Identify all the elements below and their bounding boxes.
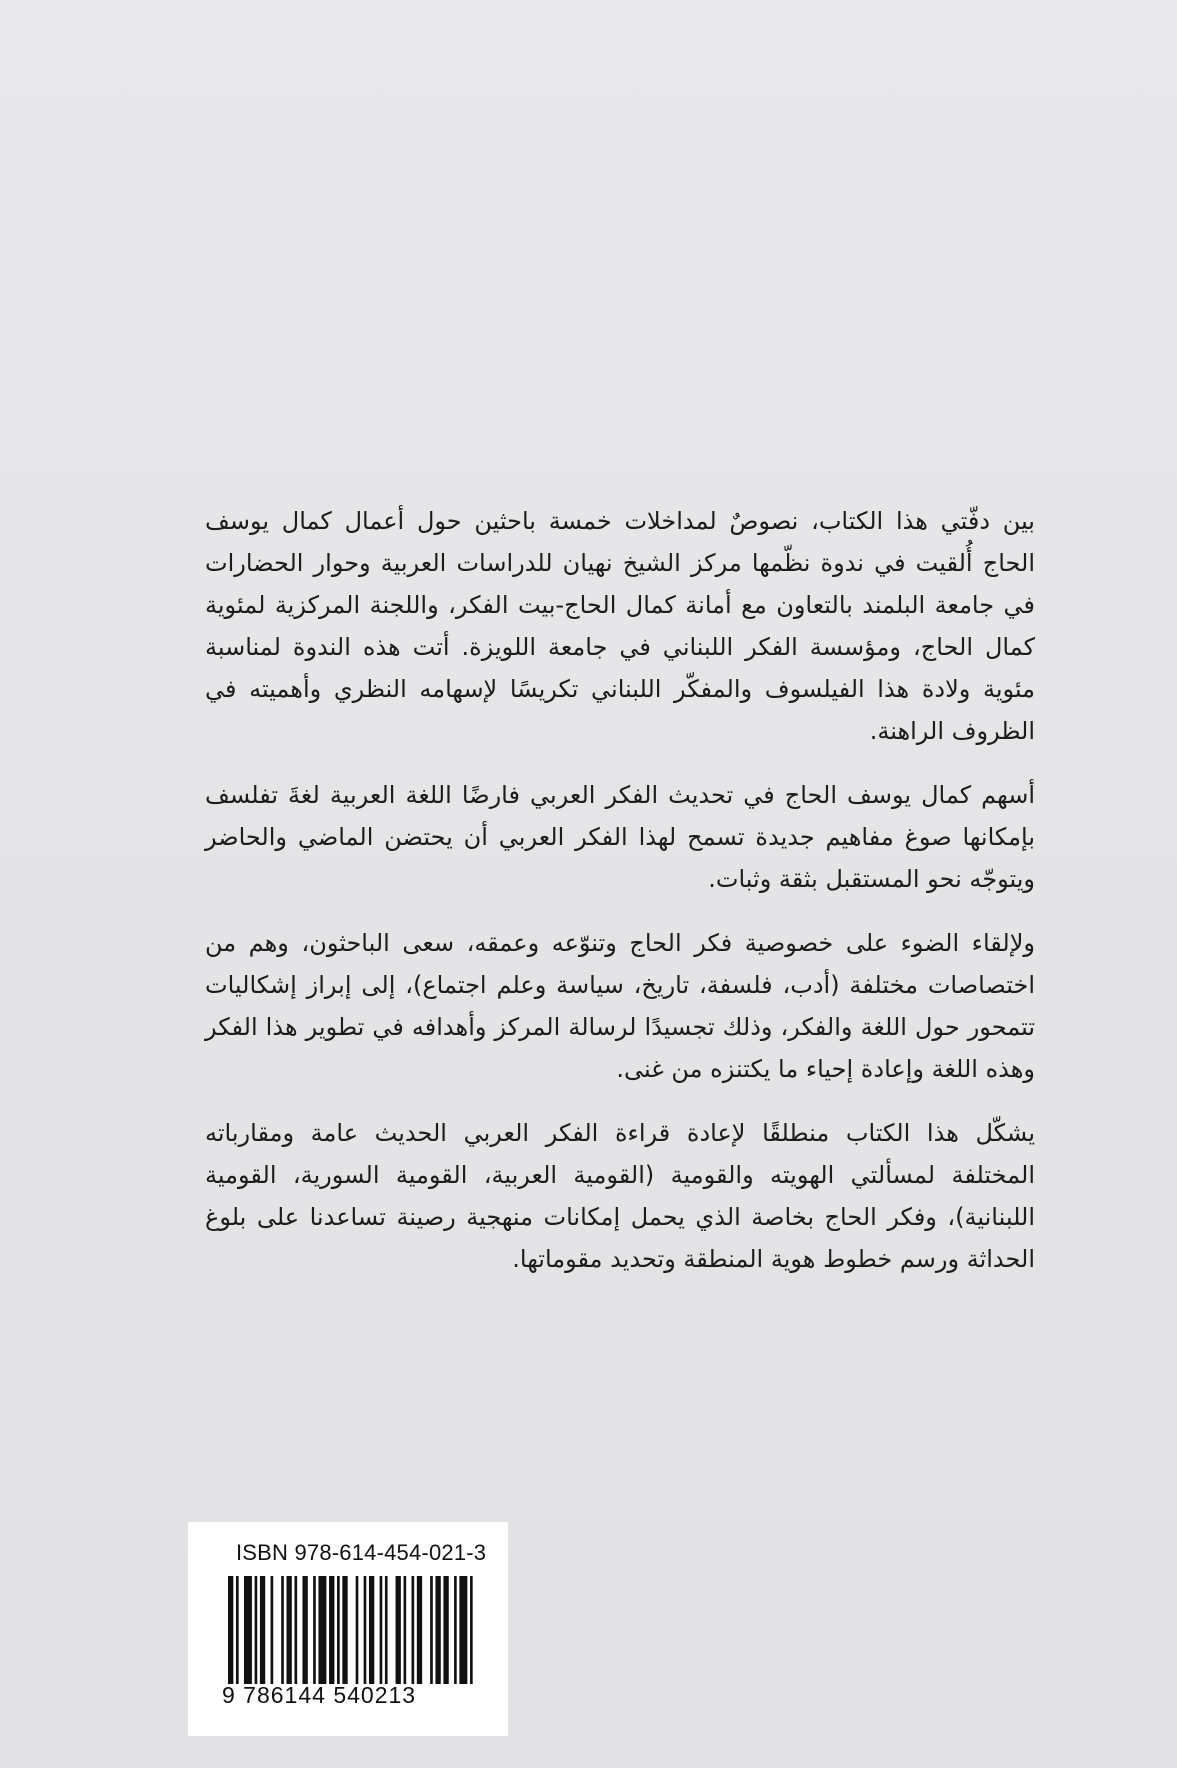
barcode-bar [435, 1576, 440, 1684]
blurb-paragraph-4: يشكّل هذا الكتاب منطلقًا لإعادة قراءة الفكر العربي الحديث عامة ومقارباته المختلفة لمسألتي الهويته والقومية (القومية العربية، القومية السورية، القومية اللبنانية)، وفكر الحاج بخاصة الذي يحمل إمكانات منهجية رصينة تساعدنا على بلوغ الحداثة ورسم خطوط هوية المنطقة وتحديد مقوماتها. [205, 1119, 1035, 1273]
barcode-bar [313, 1576, 316, 1684]
isbn-barcode-label [188, 1522, 508, 1736]
barcode-bar [430, 1576, 433, 1684]
barcode-bar [404, 1576, 407, 1684]
barcode-bar [294, 1576, 297, 1684]
barcode-bar [380, 1576, 383, 1684]
barcode-bar [385, 1576, 388, 1684]
blurb-text [205, 500, 1035, 1302]
barcode-bar [337, 1576, 340, 1684]
barcode-bar [396, 1576, 401, 1684]
blurb-paragraph-2: أسهم كمال يوسف الحاج في تحديث الفكر العربي فارضًا اللغة العربية لغةَ تفلسف بإمكانها صوغ مفاهيم جديدة تسمح لهذا الفكر العربي أن يحتضن الماضي والحاضر ويتوجّه نحو المستقبل بثقة وثبات. [205, 781, 1035, 893]
barcode-bar [459, 1576, 467, 1684]
barcode-bar [443, 1576, 448, 1684]
barcode-bar [236, 1576, 239, 1684]
barcode-bar [364, 1576, 367, 1684]
barcode-bar [329, 1576, 334, 1684]
barcode-bar [454, 1576, 457, 1684]
barcode-bars [228, 1576, 478, 1684]
barcode-bar [369, 1576, 374, 1684]
barcode-bar [302, 1576, 307, 1684]
barcode-bar [470, 1576, 473, 1684]
barcode-bar [244, 1576, 252, 1684]
barcode-bar [255, 1576, 258, 1684]
barcode-bar [281, 1576, 284, 1684]
barcode-bar [228, 1576, 233, 1684]
barcode-bar [271, 1576, 274, 1684]
barcode-bar [356, 1576, 359, 1684]
barcode-bar [412, 1576, 415, 1684]
barcode-bar [417, 1576, 422, 1684]
blurb-paragraph-3: ولإلقاء الضوء على خصوصية فكر الحاج وتنوّعه وعمقه، سعى الباحثون، وهم من اختصاصات مختلفة (أدب، فلسفة، تاريخ، سياسة وعلم اجتماع)، إلى إبراز إشكاليات تتمحور حول اللغة والفكر، وذلك تجسيدًا لرسالة المركز وأهدافه في تطوير هذا الفكر وهذه اللغة وإعادة إحياء ما يكتنزه من غنى. [205, 929, 1035, 1083]
barcode-bar [318, 1576, 326, 1684]
barcode-bar [260, 1576, 265, 1684]
isbn-number: ISBN 978-614-454-021-3 [236, 1540, 487, 1565]
blurb-paragraph-1: بين دفّتي هذا الكتاب، نصوصٌ لمداخلات خمسة باحثين حول أعمال كمال يوسف الحاج أُلقيت في ندوة نظّمها مركز الشيخ نهيان للدراسات العربية وحوار الحضارات في جامعة البلمند بالتعاون مع أمانة كمال الحاج-بيت الفكر، واللجنة المركزية لمئوية كمال الحاج، ومؤسسة الفكر اللبناني في جامعة اللويزة. أتت هذه الندوة لمناسبة مئوية ولادة هذا الفيلسوف والمفكّر اللبناني تكريسًا لإسهامه النظري وأهميته في الظروف الراهنة. [205, 507, 1035, 745]
barcode-bar [342, 1576, 347, 1684]
barcode-digits: 9 786144 540213 [222, 1682, 417, 1708]
barcode-bar [287, 1576, 292, 1684]
